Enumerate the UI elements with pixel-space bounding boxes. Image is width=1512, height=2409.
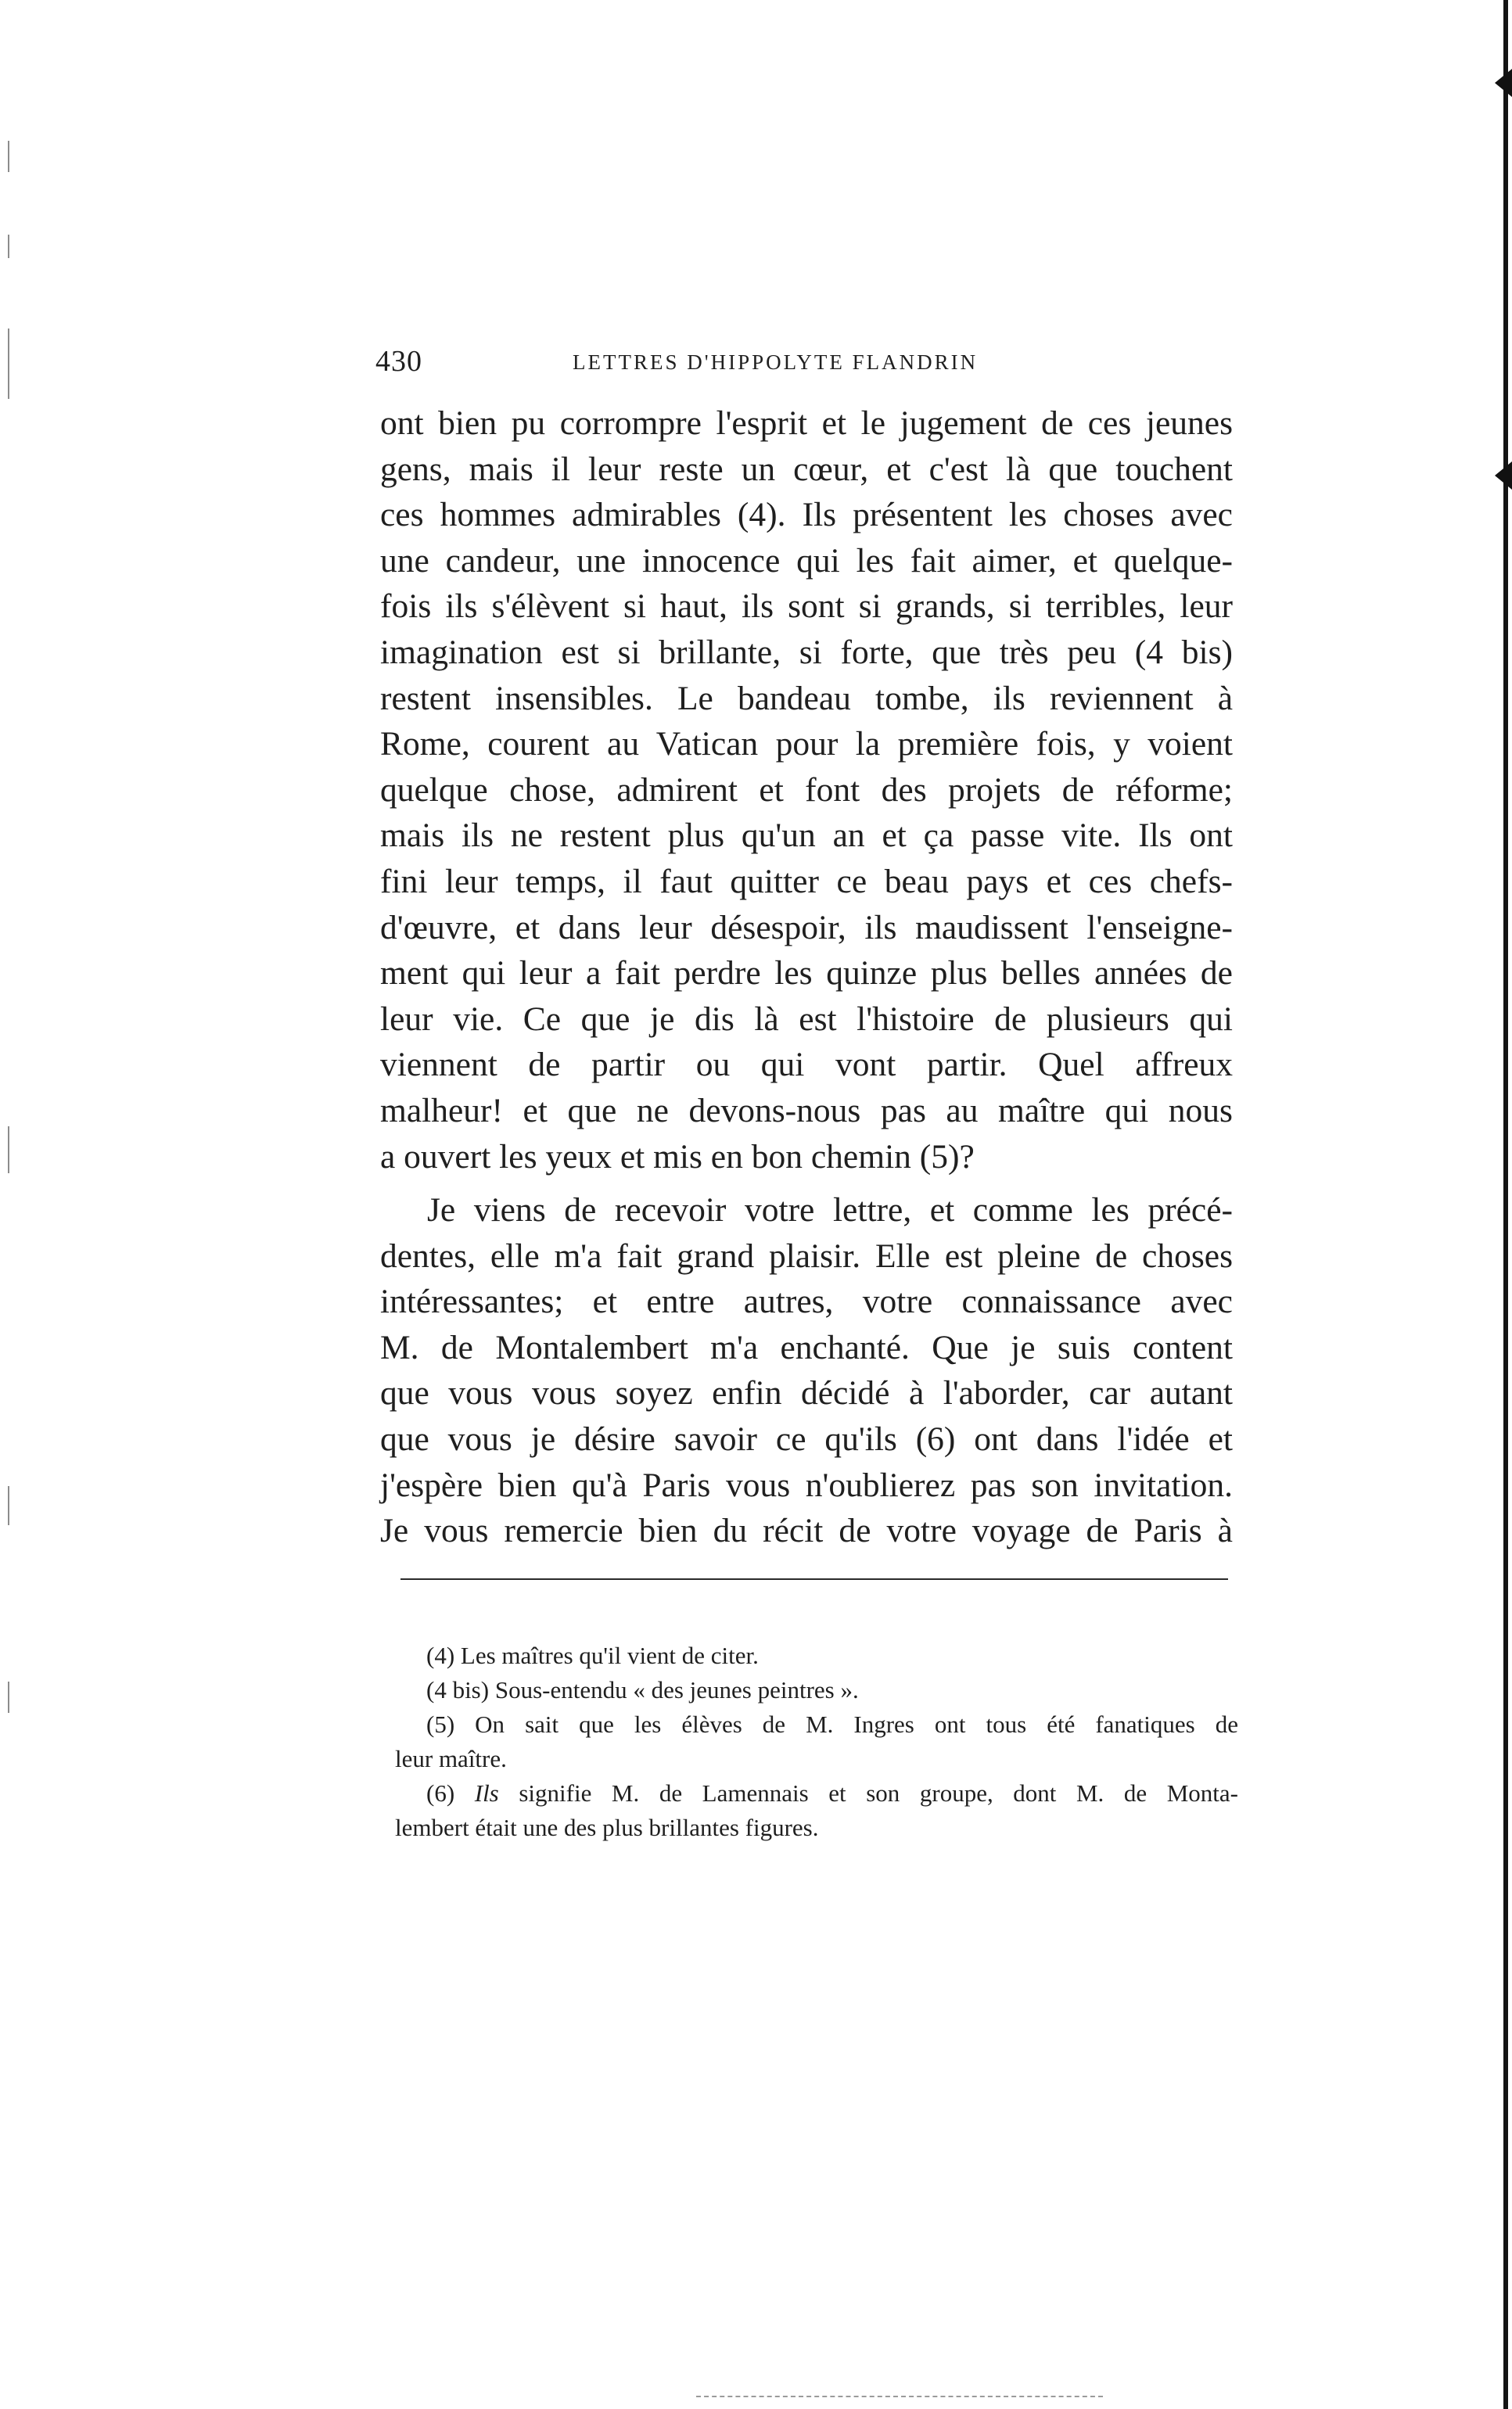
footnote-line (395, 1673, 1238, 1707)
text-line: restent insensibles. Le bandeau tombe, ils reviennent à (380, 679, 1233, 717)
footnote-emphasis: Ils (474, 1779, 499, 1807)
page-edge-shadow (1503, 0, 1508, 2409)
text-line: a ouvert les yeux et mis en bon chemin (5)? (380, 1137, 975, 1176)
text-line: que vous vous soyez enfin décidé à l'aborder, car autant (380, 1374, 1233, 1413)
footnote-line (395, 1639, 1238, 1673)
footnote-label: (4) (426, 1642, 455, 1669)
footnote-text: Sous-entendu « des jeunes peintres ». (494, 1676, 859, 1704)
paragraph-1 (380, 400, 1233, 1179)
page-header (375, 344, 1236, 391)
text-line: M. de Montalembert m'a enchanté. Que je suis content (380, 1328, 1233, 1366)
footnote-line (395, 1776, 1238, 1811)
text-line: intéressantes; et entre autres, votre connaissance avec (380, 1283, 1233, 1321)
text-line: ment qui leur a fait perdre les quinze plus belles années de (380, 954, 1233, 993)
footnotes (395, 1639, 1238, 1845)
page-number: 430 (375, 345, 422, 378)
text-line: j'espère bien qu'à Paris vous n'oublierez pas son invitation. (380, 1466, 1233, 1504)
text-line: quelque chose, admirent et font des projets de réforme; (380, 770, 1233, 809)
footnote-text: signifie M. de Lamennais et son groupe, dont M. de Monta- (519, 1779, 1239, 1807)
text-line: leur vie. Ce que je dis là est l'histoire de plusieurs qui (380, 1000, 1233, 1038)
text-line: ces hommes admirables (4). Ils présentent les choses avec (380, 496, 1233, 534)
footnote-line: lembert était une des plus brillantes figures. (395, 1814, 819, 1841)
scan-artifact (8, 1126, 9, 1173)
scan-artifact (8, 141, 9, 172)
paragraph-2 (380, 1187, 1233, 1554)
footnote-line (395, 1707, 1238, 1742)
footnote-text: Les maîtres qu'il vient de citer. (460, 1642, 759, 1669)
footnote-label: (4 bis) (426, 1676, 490, 1704)
text-line: une candeur, une innocence qui les fait aimer, et quelque- (380, 541, 1233, 580)
footnote-label: (5) (426, 1711, 455, 1738)
text-line: d'œuvre, et dans leur désespoir, ils maudissent l'enseigne- (380, 908, 1233, 946)
footnote-line: leur maître. (395, 1745, 507, 1772)
text-line: fois ils s'élèvent si haut, ils sont si grands, si terribles, leur (380, 587, 1233, 626)
footnote-6 (395, 1776, 1238, 1845)
scan-artifact (8, 1682, 9, 1713)
margin-marker-icon (1495, 69, 1512, 97)
footnote-4-bis (395, 1673, 1238, 1707)
footnote-label: (6) (426, 1779, 455, 1807)
margin-marker-icon (1495, 461, 1512, 490)
text-line: malheur! et que ne devons-nous pas au maître qui nous (380, 1091, 1233, 1129)
footnote-4 (395, 1639, 1238, 1673)
scan-artifact (8, 235, 9, 258)
running-title: LETTRES D'HIPPOLYTE FLANDRIN (573, 350, 979, 374)
text-line: mais ils ne restent plus qu'un an et ça passe vite. Ils ont (380, 817, 1233, 855)
text-line: viennent de partir ou qui vont partir. Quel affreux (380, 1046, 1233, 1084)
scan-artifact (8, 328, 9, 399)
text-line: ont bien pu corrompre l'esprit et le jugement de ces jeunes (380, 404, 1233, 442)
scan-artifact (8, 1486, 9, 1525)
footnote-divider (400, 1578, 1228, 1580)
text-line: Je viens de recevoir votre lettre, et comme les précé- (427, 1191, 1233, 1229)
text-line: fini leur temps, il faut quitter ce beau pays et ces chefs- (380, 862, 1233, 900)
text-line: Je vous remercie bien du récit de votre voyage de Paris à (380, 1512, 1233, 1550)
text-line: Rome, courent au Vatican pour la première fois, y voient (380, 725, 1233, 763)
footnote-5 (395, 1707, 1238, 1776)
text-line: gens, mais il leur reste un cœur, et c'est là que touchent (380, 450, 1233, 488)
text-line: dentes, elle m'a fait grand plaisir. Elle est pleine de choses (380, 1237, 1233, 1275)
text-line: que vous je désire savoir ce qu'ils (6) ont dans l'idée et (380, 1420, 1233, 1458)
text-line: imagination est si brillante, si forte, que très peu (4 bis) (380, 633, 1233, 671)
footnote-text: On sait que les élèves de M. Ingres ont tous été fanatiques de (475, 1711, 1239, 1738)
scan-artifact (696, 2396, 1103, 2397)
